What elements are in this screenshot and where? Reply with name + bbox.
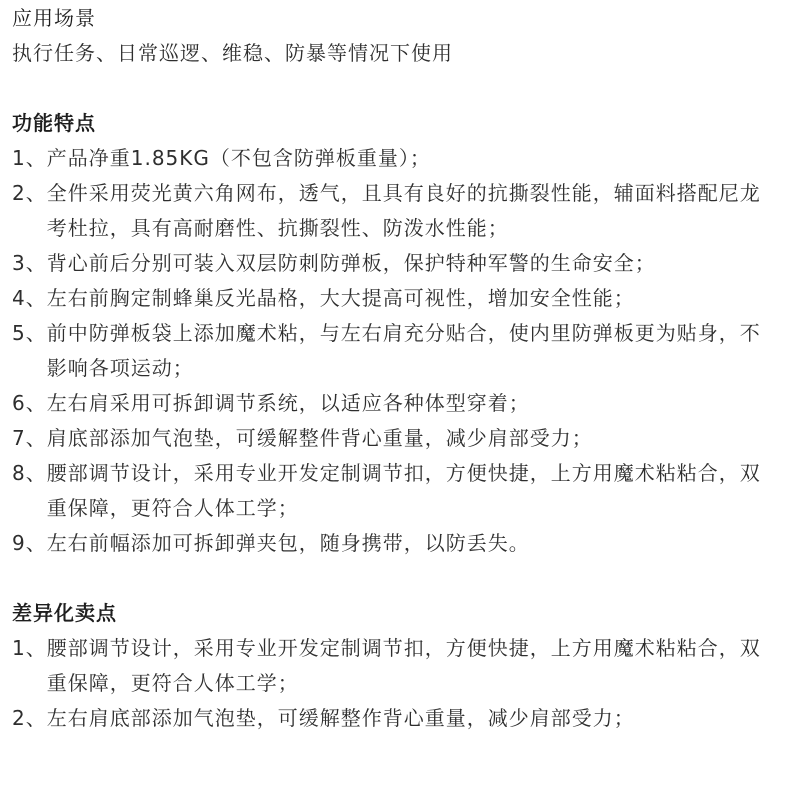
- feature-list: [12, 141, 790, 561]
- item-line: 左右前胸定制蜂巢反光晶格，大大提高可视性，增加安全性能；: [46, 286, 635, 310]
- item-text: [47, 386, 790, 421]
- item-text: [47, 421, 790, 456]
- item-number: 2、: [12, 181, 47, 205]
- item-line: 左右肩底部添加气泡垫，可缓解整作背心重量，减少肩部受力；: [46, 706, 635, 730]
- item-number: 4、: [12, 286, 47, 310]
- list-item: [12, 421, 790, 456]
- item-line: 产品净重1.85KG（不包含防弹板重量）；: [46, 146, 431, 170]
- item-number: 3、: [12, 251, 47, 275]
- item-number: 6、: [12, 391, 47, 415]
- list-item: [12, 141, 790, 176]
- item-text: [47, 526, 790, 561]
- item-number: 9、: [12, 531, 47, 555]
- list-item: [12, 386, 790, 421]
- item-text: [47, 176, 790, 246]
- list-item: [12, 631, 790, 701]
- item-text: [47, 316, 790, 386]
- item-line: 左右前幅添加可拆卸弹夹包，随身携带，以防丢失。: [46, 531, 530, 555]
- section-selling-points: [12, 596, 790, 736]
- section-heading: 功能特点: [12, 111, 96, 135]
- item-text: [47, 631, 790, 701]
- item-number: 8、: [12, 461, 47, 485]
- list-item: [12, 316, 790, 386]
- list-item: [12, 701, 790, 736]
- item-line: 腰部调节设计，采用专业开发定制调节扣，方便快捷，上方用魔术粘粘合，双: [46, 636, 761, 660]
- item-line: 前中防弹板袋上添加魔术粘，与左右肩充分贴合，使内里防弹板更为贴身，不: [46, 321, 761, 345]
- scenario-text: 执行任务、日常巡逻、维稳、防暴等情况下使用: [12, 41, 453, 65]
- item-text: [47, 281, 790, 316]
- item-line: 重保障，更符合人体工学；: [46, 671, 299, 695]
- list-item: [12, 176, 790, 246]
- item-number: 2、: [12, 706, 47, 730]
- section-features: [12, 106, 790, 561]
- item-line: 影响各项运动；: [46, 356, 194, 380]
- item-number: 1、: [12, 146, 47, 170]
- item-line: 全件采用荧光黄六角网布，透气，且具有良好的抗撕裂性能，辅面料搭配尼龙: [46, 181, 761, 205]
- item-line: 背心前后分别可装入双层防刺防弹板，保护特种军警的生命安全；: [46, 251, 656, 275]
- item-text: [47, 246, 790, 281]
- item-text: [47, 141, 790, 176]
- section-application-scenario: [12, 1, 790, 71]
- list-item: [12, 526, 790, 561]
- item-line: 重保障，更符合人体工学；: [46, 496, 299, 520]
- list-item: [12, 456, 790, 526]
- list-item: [12, 246, 790, 281]
- selling-point-list: [12, 631, 790, 736]
- item-number: 5、: [12, 321, 47, 345]
- list-item: [12, 281, 790, 316]
- item-line: 肩底部添加气泡垫，可缓解整件背心重量，减少肩部受力；: [46, 426, 593, 450]
- item-number: 1、: [12, 636, 47, 660]
- item-text: [47, 701, 790, 736]
- item-text: [47, 456, 790, 526]
- section-heading: 应用场景: [12, 6, 96, 30]
- section-heading: 差异化卖点: [12, 601, 117, 625]
- item-line: 左右肩采用可拆卸调节系统，以适应各种体型穿着；: [46, 391, 530, 415]
- item-number: 7、: [12, 426, 47, 450]
- item-line: 考杜拉，具有高耐磨性、抗撕裂性、防泼水性能；: [46, 216, 509, 240]
- item-line: 腰部调节设计，采用专业开发定制调节扣，方便快捷，上方用魔术粘粘合，双: [46, 461, 761, 485]
